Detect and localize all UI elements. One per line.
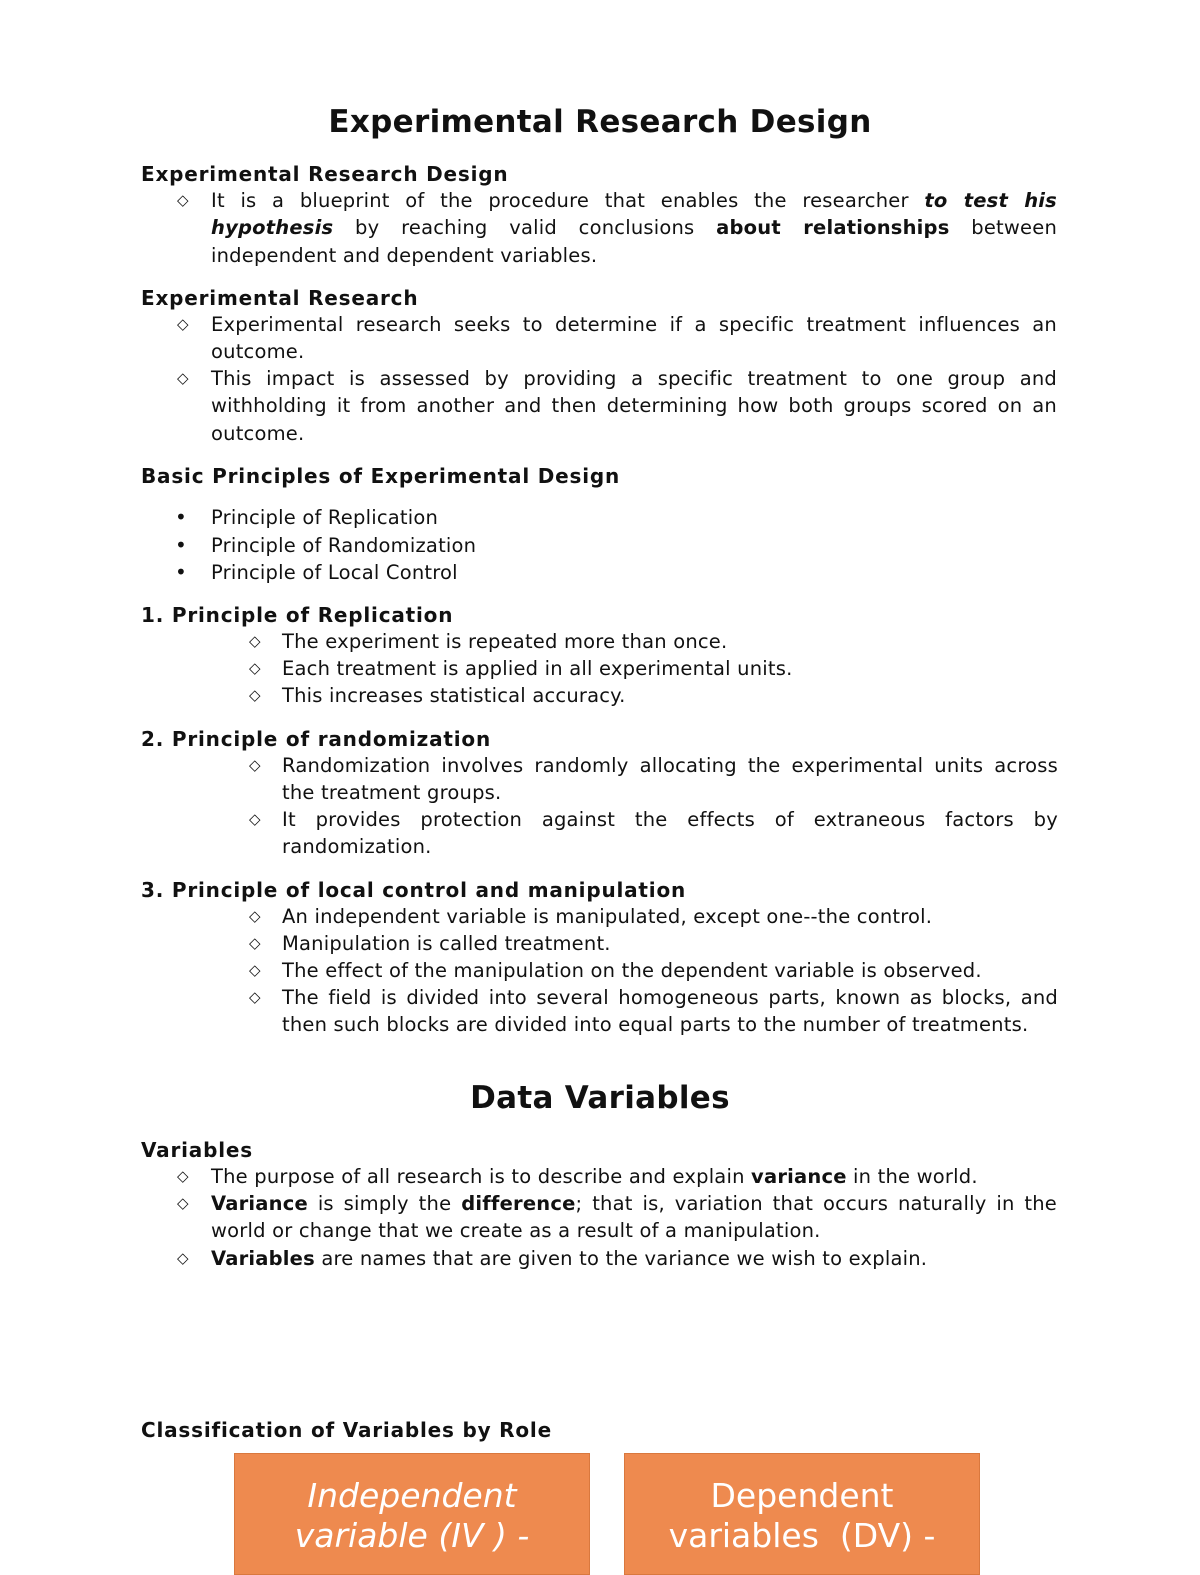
list-item: • Principle of Randomization: [211, 532, 1057, 559]
diamond-bullet-icon: ◇: [249, 686, 261, 704]
box-label-line: variable (IV ) -: [294, 1516, 530, 1555]
dot-bullet-icon: •: [175, 533, 187, 557]
box-label-line: variables (DV) -: [668, 1516, 936, 1555]
list-item: ◇ This increases statistical accuracy.: [282, 682, 1058, 709]
list-item: ◇ The purpose of all research is to describe and explain variance in the world.: [211, 1163, 1057, 1190]
list-item: ◇ Variables are names that are given to the variance we wish to explain.: [211, 1245, 1057, 1272]
box-label-line: Independent: [307, 1476, 517, 1515]
dependent-variable-box: [624, 1453, 980, 1575]
section-title-data-variables: Data Variables: [470, 1080, 730, 1116]
diamond-bullet-icon: ◇: [249, 659, 261, 677]
list-item: ◇ The field is divided into several homogeneous parts, known as blocks, and then such blocks are divided into equal parts to the number of treatments.: [249, 986, 1058, 1037]
list-item: ◇ The effect of the manipulation on the dependent variable is observed.: [282, 957, 1058, 984]
list-item: • Principle of Local Control: [211, 559, 1057, 586]
section-heading-basic-principles: Basic Principles of Experimental Design: [141, 464, 621, 488]
list-item: ◇ Manipulation is called treatment.: [282, 930, 1058, 957]
box-label-line: Dependent: [710, 1476, 894, 1515]
list-item: ◇ It provides protection against the effects of extraneous factors by randomization.: [249, 808, 1058, 859]
independent-variable-box: [234, 1453, 590, 1575]
section-heading-variables: Variables: [141, 1138, 253, 1162]
diamond-bullet-icon: ◇: [249, 810, 261, 828]
section-heading-principle-replication: 1. Principle of Replication: [141, 603, 454, 627]
diamond-bullet-icon: ◇: [249, 756, 261, 774]
diamond-bullet-icon: ◇: [177, 191, 189, 209]
diamond-bullet-icon: ◇: [249, 961, 261, 979]
list-item: • Principle of Replication: [211, 504, 1057, 531]
diamond-bullet-icon: ◇: [177, 315, 189, 333]
list-item: ◇ The experiment is repeated more than once.: [282, 628, 1058, 655]
section-heading-experimental-research: Experimental Research: [141, 286, 419, 310]
list-item: ◇ Variance is simply the difference; that is, variation that occurs naturally in the world or change that we create as a result of a manipulation.: [177, 1192, 1057, 1243]
list-item: ◇ Each treatment is applied in all experimental units.: [282, 655, 1058, 682]
list-item: ◇ Randomization involves randomly allocating the experimental units across the treatment groups.: [249, 754, 1058, 805]
diamond-bullet-icon: ◇: [177, 1167, 189, 1185]
section-heading-principle-local-control: 3. Principle of local control and manipulation: [141, 878, 687, 902]
diamond-bullet-icon: ◇: [249, 632, 261, 650]
dot-bullet-icon: •: [175, 505, 187, 529]
section-heading-classification: Classification of Variables by Role: [141, 1418, 552, 1442]
dot-bullet-icon: •: [175, 560, 187, 584]
diamond-bullet-icon: ◇: [249, 934, 261, 952]
section-heading-experimental-research-design: Experimental Research Design: [141, 162, 509, 186]
list-item: ◇ Experimental research seeks to determine if a specific treatment influences an outcome.: [177, 313, 1057, 364]
diamond-bullet-icon: ◇: [177, 1194, 189, 1212]
section-heading-principle-randomization: 2. Principle of randomization: [141, 727, 491, 751]
diamond-bullet-icon: ◇: [177, 369, 189, 387]
diamond-bullet-icon: ◇: [249, 988, 261, 1006]
diamond-bullet-icon: ◇: [249, 907, 261, 925]
list-item: ◇ It is a blueprint of the procedure that enables the researcher to test his hypothesis by reaching valid conclusions about relationships between independent and dependent variables.: [177, 189, 1058, 267]
page-title: Experimental Research Design: [328, 104, 872, 140]
list-item: ◇ An independent variable is manipulated, except one--the control.: [282, 903, 1058, 930]
diamond-bullet-icon: ◇: [177, 1249, 189, 1267]
list-item: ◇ This impact is assessed by providing a specific treatment to one group and withholding it from another and then determining how both groups scored on an outcome.: [177, 367, 1057, 445]
